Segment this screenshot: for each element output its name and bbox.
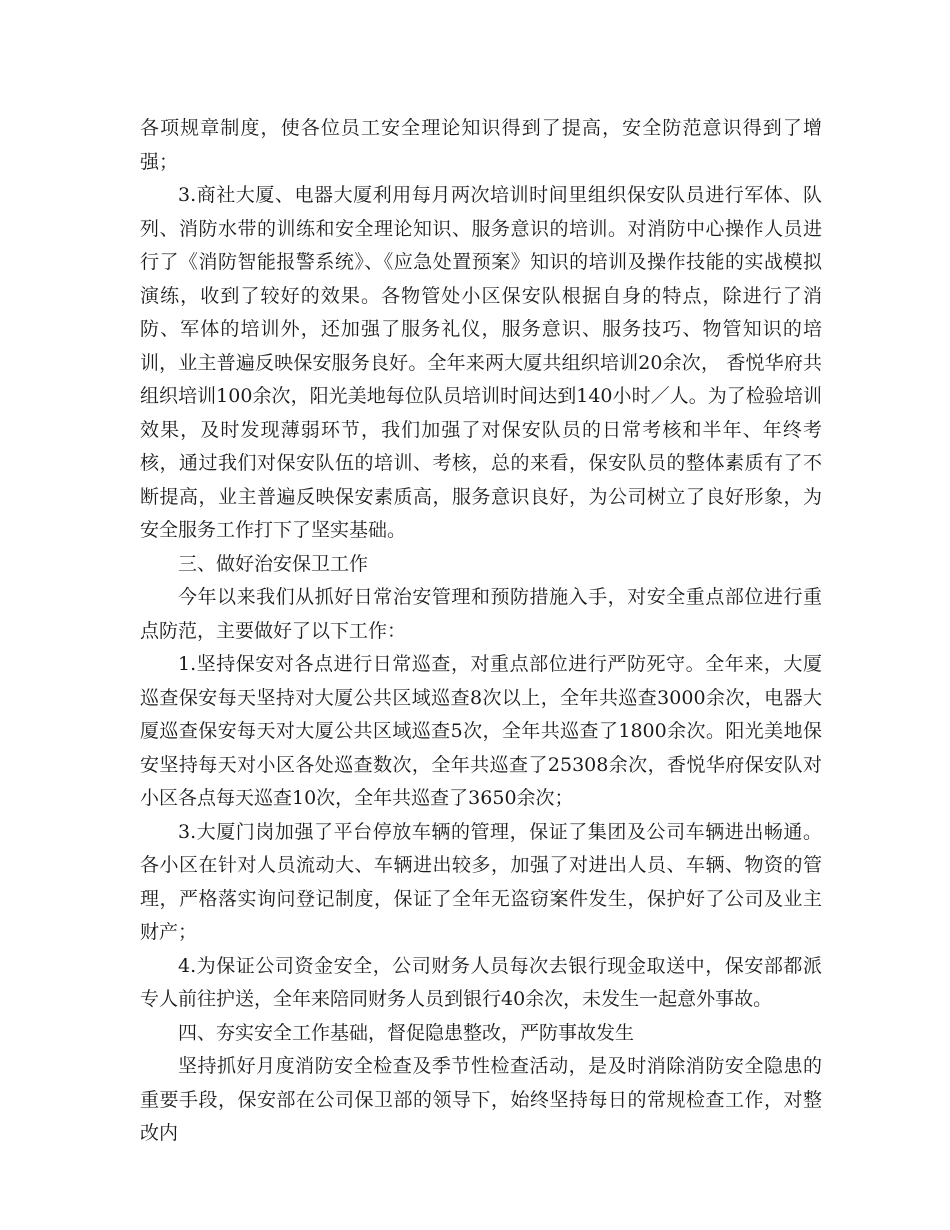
paragraph-cash-escort: 4.为保证公司资金安全，公司财务人员每次去银行现金取送中，保安部都派专人前往护送，全年来陪同财务人员到银行40余次，未发生一起意外事故。 xyxy=(140,954,822,1010)
paragraph-rules-continued: 各项规章制度，使各位员工安全理论知识得到了提高，安全防范意识得到了增强； xyxy=(140,117,822,173)
section-heading-security: 三、做好治安保卫工作 xyxy=(178,552,369,575)
document-body xyxy=(140,112,822,1151)
paragraph-fire-inspection: 坚持抓好月度消防安全检查及季节性检查活动，是及时消除消防安全隐患的重要手段，保安部在公司保卫部的领导下，始终坚持每日的常规检查工作，对整改内 xyxy=(140,1055,822,1144)
section-heading-safety-foundation: 四、夯实安全工作基础，督促隐患整改，严防事故发生 xyxy=(178,1021,635,1044)
paragraph-training: 3.商社大厦、电器大厦利用每月两次培训时间里组织保安队员进行军体、队列、消防水带的训练和安全理论知识、服务意识的培训。对消防中心操作人员进行了《消防智能报警系统》、《应急处置预案》知识的培训及操作技能的实战模拟演练，收到了较好的效果。各物管处小区保安队根据自身的特点，除进行了消防、军体的培训外，还加强了服务礼仪，服务意识、服务技巧、物管知识的培训，业主普遍反映保安服务良好。全年来两大厦共组织培训20余次， 香悦华府共组织培训100余次，阳光美地每位队员培训时间达到140小时／人。为了检验培训效果，及时发现薄弱环节，我们加强了对保安队员的日常考核和半年、年终考核，通过我们对保安队伍的培训、考核，总的来看，保安队员的整体素质有了不断提高，业主普遍反映保安素质高，服务意识良好，为公司树立了良好形象，为安全服务工作打下了坚实基础。 xyxy=(140,184,822,541)
paragraph-security-intro: 今年以来我们从抓好日常治安管理和预防措施入手，对安全重点部位进行重点防范，主要做好了以下工作： xyxy=(140,586,822,642)
paragraph-patrol: 1.坚持保安对各点进行日常巡查，对重点部位进行严防死守。全年来，大厦巡查保安每天坚持对大厦公共区域巡查8次以上，全年共巡查3000余次，电器大厦巡查保安每天对大厦公共区域巡查5次，全年共巡查了1800余次。阳光美地保安坚持每天对小区各处巡查数次，全年共巡查了25308余次，香悦华府保安队对小区各点每天巡查10次，全年共巡查了3650余次； xyxy=(140,653,822,809)
paragraph-vehicle-management: 3.大厦门岗加强了平台停放车辆的管理，保证了集团及公司车辆进出畅通。各小区在针对人员流动大、车辆进出较多，加强了对进出人员、车辆、物资的管理，严格落实询问登记制度，保证了全年无盗窃案件发生，保护好了公司及业主财产； xyxy=(140,820,822,943)
